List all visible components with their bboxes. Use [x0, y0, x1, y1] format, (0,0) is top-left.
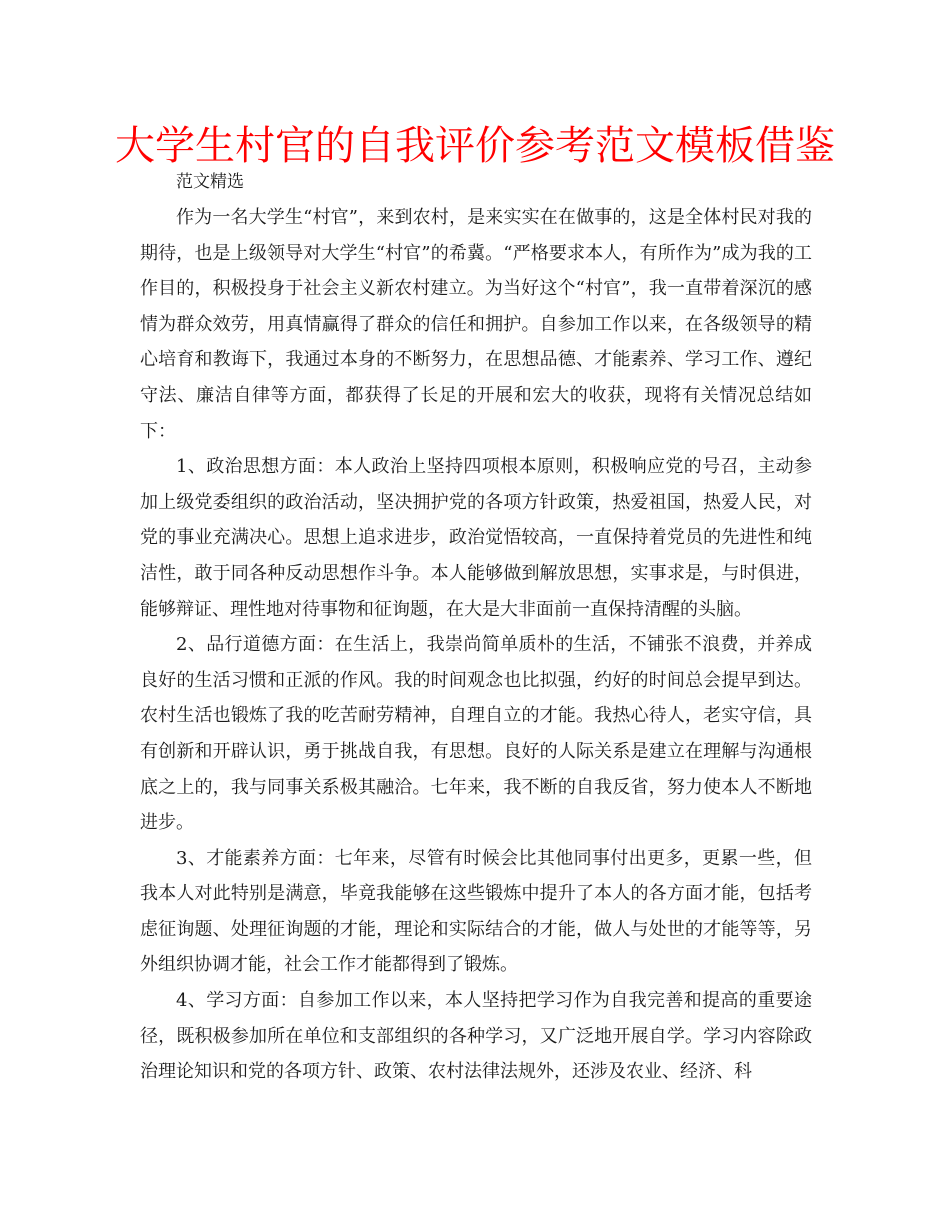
paragraph-intro: 作为一名大学生“村官”，来到农村，是来实实在在做事的，这是全体村民对我的期待，也是上级领导对大学生“村官”的希冀。“严格要求本人，有所作为”成为我的工作目的，积极投身于社会主义新农村建立。为当好这个“村官”，我一直带着深沉的感情为群众效劳，用真情赢得了群众的信任和拥护。自参加工作以来，在各级领导的精心培育和教诲下，我通过本身的不断努力，在思想品德、才能素养、学习工作、遵纪守法、廉洁自律等方面，都获得了长足的开展和宏大的收获，现将有关情况总结如下：	[140, 207, 812, 442]
paragraph-political: 1、政治思想方面：本人政治上坚持四项根本原则，积极响应党的号召，主动参加上级党委组织的政治活动，坚决拥护党的各项方针政策，热爱祖国，热爱人民，对党的事业充满决心。思想上追求进步，政治觉悟较高，一直保持着党员的先进性和纯洁性，敢于同各种反动思想作斗争。本人能够做到解放思想，实事求是，与时俱进，能够辩证、理性地对待事物和征询题，在大是大非面前一直保持清醒的头脑。	[140, 456, 812, 620]
paragraph-morality: 2、品行道德方面：在生活上，我崇尚简单质朴的生活，不铺张不浪费，并养成良好的生活习惯和正派的作风。我的时间观念也比拟强，约好的时间总会提早到达。农村生活也锻炼了我的吃苦耐劳精神，自理自立的才能。我热心待人，老实守信，具有创新和开辟认识，勇于挑战自我，有思想。良好的人际关系是建立在理解与沟通根底之上的，我与同事关系极其融洽。七年来，我不断的自我反省，努力使本人不断地进步。	[140, 634, 812, 834]
paragraph-study: 4、学习方面：自参加工作以来，本人坚持把学习作为自我完善和提高的重要途径，既积极参加所在单位和支部组织的各种学习，又广泛地开展自学。学习内容除政治理论知识和党的各项方针、政策、农村法律法规外，还涉及农业、经济、科	[140, 990, 812, 1083]
document-body	[140, 200, 812, 1090]
document-subtitle: 范文精选	[176, 172, 244, 192]
document-title: 大学生村官的自我评价参考范文模板借鉴	[115, 123, 835, 169]
paragraph-ability: 3、才能素养方面：七年来，尽管有时候会比其他同事付出更多，更累一些，但我本人对此特别是满意，毕竟我能够在这些锻炼中提升了本人的各方面才能，包括考虑征询题、处理征询题的才能，理论和实际结合的才能，做人与处世的才能等等，另外组织协调才能，社会工作才能都得到了锻炼。	[140, 847, 812, 976]
